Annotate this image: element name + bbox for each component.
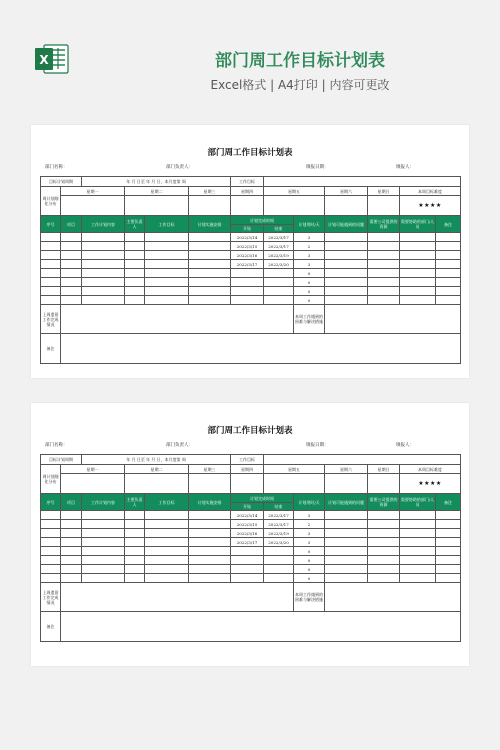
table-row <box>41 260 461 269</box>
end-date-cell <box>264 574 294 583</box>
last-week-label: 上周遗留工作完成情况 <box>41 305 61 334</box>
col-main-owner: 主要负责人 <box>125 494 145 511</box>
col-support: 需要公司提供的资源 <box>368 216 400 233</box>
fill-date-label: 填报日期： <box>306 443 329 448</box>
col-duration: 计划用时/天 <box>294 216 325 233</box>
day-sun: 星期日 <box>368 187 400 196</box>
col-content: 工作计划内容 <box>82 494 125 511</box>
difficulty-label: 本周目标难度 <box>400 187 461 196</box>
last-week-label: 上周遗留工作完成情况 <box>41 583 61 612</box>
filler-label: 填报人： <box>396 443 414 448</box>
day-wed: 星期三 <box>189 465 231 474</box>
col-time: 计划完成时间 <box>231 216 294 225</box>
col-plan: 计划实施安排 <box>189 216 231 233</box>
column-header-row <box>41 216 461 225</box>
start-date-cell <box>231 547 264 556</box>
duration-cell: 3 <box>294 260 325 269</box>
col-plan: 计划实施安排 <box>189 494 231 511</box>
day-tue: 星期二 <box>125 187 189 196</box>
col-seq: 序号 <box>41 216 61 233</box>
days-detail-row <box>41 196 461 216</box>
day-sat: 星期六 <box>325 465 368 474</box>
end-date-cell: 2022/3/20 <box>264 538 294 547</box>
last-week-row <box>41 583 461 612</box>
col-main-owner: 主要负责人 <box>125 216 145 233</box>
start-date-cell: 2022/3/15 <box>231 520 264 529</box>
filler-label: 填报人： <box>396 165 414 170</box>
period-label: 目标计划周期 <box>41 177 82 187</box>
table-row <box>41 251 461 260</box>
table-row <box>41 233 461 242</box>
plan-table <box>40 454 461 642</box>
day-mon: 星期一 <box>61 187 125 196</box>
col-remark: 备注 <box>436 494 461 511</box>
period-value: 年 月 日至 年 月 日，本月度第 周 <box>82 455 231 465</box>
goal-value <box>264 177 461 187</box>
start-date-cell <box>231 287 264 296</box>
end-date-cell <box>264 296 294 305</box>
duration-cell: 0 <box>294 278 325 287</box>
duration-cell: 0 <box>294 269 325 278</box>
dept-name-label: 部门名称： <box>45 165 68 170</box>
end-date-cell <box>264 565 294 574</box>
remark-label: 备注 <box>41 612 61 642</box>
day-thu: 星期四 <box>231 465 264 474</box>
duration-cell: 2 <box>294 242 325 251</box>
dept-owner-label: 部门负责人： <box>166 443 193 448</box>
sheet-preview-2 <box>31 403 469 666</box>
start-date-cell: 2022/3/16 <box>231 251 264 260</box>
end-date-cell: 2022/3/20 <box>264 260 294 269</box>
days-row <box>41 187 461 196</box>
table-row <box>41 556 461 565</box>
end-date-cell <box>264 556 294 565</box>
table-row <box>41 287 461 296</box>
table-row <box>41 565 461 574</box>
table-body <box>41 511 461 583</box>
table-row <box>41 529 461 538</box>
weekly-plan-label: 周计划细化分布 <box>41 187 61 216</box>
start-date-cell: 2022/3/17 <box>231 260 264 269</box>
this-week-label: 本周工作遇到的困难与解决措施 <box>294 305 325 334</box>
col-coop: 需要协助的部门/人员 <box>400 494 436 511</box>
col-item: 项目 <box>61 216 82 233</box>
start-date-cell <box>231 556 264 565</box>
duration-cell: 0 <box>294 565 325 574</box>
col-coop: 需要协助的部门/人员 <box>400 216 436 233</box>
start-date-cell <box>231 269 264 278</box>
difficulty-stars: ★★★★ <box>400 474 461 494</box>
table-body <box>41 233 461 305</box>
table-row <box>41 296 461 305</box>
col-content: 工作计划内容 <box>82 216 125 233</box>
col-target: 工作目标 <box>145 494 189 511</box>
page-header <box>0 0 500 110</box>
end-date-cell: 2022/3/19 <box>264 529 294 538</box>
table-row <box>41 547 461 556</box>
start-date-cell <box>231 296 264 305</box>
col-start: 开始 <box>231 225 264 233</box>
duration-cell: 3 <box>294 511 325 520</box>
weekly-plan-label: 周计划细化分布 <box>41 465 61 494</box>
duration-cell: 3 <box>294 529 325 538</box>
svg-text:X: X <box>39 53 49 67</box>
period-label: 目标计划周期 <box>41 455 82 465</box>
period-row <box>41 455 461 465</box>
goal-value <box>264 455 461 465</box>
end-date-cell <box>264 269 294 278</box>
remark-row <box>41 612 461 642</box>
end-date-cell <box>264 278 294 287</box>
difficulty-label: 本周目标难度 <box>400 465 461 474</box>
end-date-cell: 2022/3/17 <box>264 511 294 520</box>
days-detail-row <box>41 474 461 494</box>
start-date-cell: 2022/3/15 <box>231 242 264 251</box>
start-date-cell <box>231 278 264 287</box>
day-wed: 星期三 <box>189 187 231 196</box>
page-subtitle: Excel格式 | A4打印 | 内容可更改 <box>210 78 390 92</box>
this-week-label: 本周工作遇到的困难与解决措施 <box>294 583 325 612</box>
remark-label: 备注 <box>41 334 61 364</box>
days-row <box>41 465 461 474</box>
day-sat: 星期六 <box>325 187 368 196</box>
form-fields <box>43 164 461 174</box>
duration-cell: 0 <box>294 296 325 305</box>
excel-icon <box>34 42 70 76</box>
sheet-preview-1 <box>31 125 469 378</box>
fill-date-label: 填报日期： <box>306 165 329 170</box>
dept-owner-label: 部门负责人： <box>166 165 193 170</box>
col-start: 开始 <box>231 503 264 511</box>
table-row <box>41 278 461 287</box>
start-date-cell: 2022/3/17 <box>231 538 264 547</box>
duration-cell: 3 <box>294 538 325 547</box>
sheet-title: 部门周工作目标计划表 <box>207 426 293 436</box>
start-date-cell: 2022/3/14 <box>231 511 264 520</box>
end-date-cell: 2022/3/19 <box>264 251 294 260</box>
day-thu: 星期四 <box>231 187 264 196</box>
day-mon: 星期一 <box>61 465 125 474</box>
col-item: 项目 <box>61 494 82 511</box>
column-header-row <box>41 494 461 503</box>
duration-cell: 0 <box>294 287 325 296</box>
form-fields <box>43 442 461 452</box>
goal-label: 工作目标 <box>231 177 264 187</box>
start-date-cell <box>231 565 264 574</box>
page-title: 部门周工作目标计划表 <box>215 51 385 71</box>
end-date-cell: 2022/3/17 <box>264 242 294 251</box>
col-remark: 备注 <box>436 216 461 233</box>
table-row <box>41 511 461 520</box>
goal-label: 工作目标 <box>231 455 264 465</box>
table-row <box>41 269 461 278</box>
day-sun: 星期日 <box>368 465 400 474</box>
end-date-cell: 2022/3/17 <box>264 520 294 529</box>
day-tue: 星期二 <box>125 465 189 474</box>
start-date-cell: 2022/3/14 <box>231 233 264 242</box>
start-date-cell <box>231 574 264 583</box>
col-target: 工作目标 <box>145 216 189 233</box>
end-date-cell <box>264 547 294 556</box>
col-time: 计划完成时间 <box>231 494 294 503</box>
period-row <box>41 177 461 187</box>
duration-cell: 3 <box>294 233 325 242</box>
table-row <box>41 538 461 547</box>
duration-cell: 0 <box>294 547 325 556</box>
col-issues: 计划可能遇到的问题 <box>325 216 368 233</box>
plan-table <box>40 176 461 364</box>
duration-cell: 0 <box>294 556 325 565</box>
col-seq: 序号 <box>41 494 61 511</box>
period-value: 年 月 日至 年 月 日，本月度第 周 <box>82 177 231 187</box>
table-row <box>41 520 461 529</box>
sheet-title: 部门周工作目标计划表 <box>207 148 293 158</box>
col-end: 结束 <box>264 503 294 511</box>
remark-row <box>41 334 461 364</box>
col-issues: 计划可能遇到的问题 <box>325 494 368 511</box>
end-date-cell: 2022/3/17 <box>264 233 294 242</box>
day-fri: 星期五 <box>264 187 325 196</box>
duration-cell: 3 <box>294 251 325 260</box>
dept-name-label: 部门名称： <box>45 443 68 448</box>
col-duration: 计划用时/天 <box>294 494 325 511</box>
duration-cell: 2 <box>294 520 325 529</box>
table-row <box>41 574 461 583</box>
duration-cell: 0 <box>294 574 325 583</box>
col-end: 结束 <box>264 225 294 233</box>
last-week-row <box>41 305 461 334</box>
day-fri: 星期五 <box>264 465 325 474</box>
col-support: 需要公司提供的资源 <box>368 494 400 511</box>
start-date-cell: 2022/3/16 <box>231 529 264 538</box>
difficulty-stars: ★★★★ <box>400 196 461 216</box>
table-row <box>41 242 461 251</box>
end-date-cell <box>264 287 294 296</box>
